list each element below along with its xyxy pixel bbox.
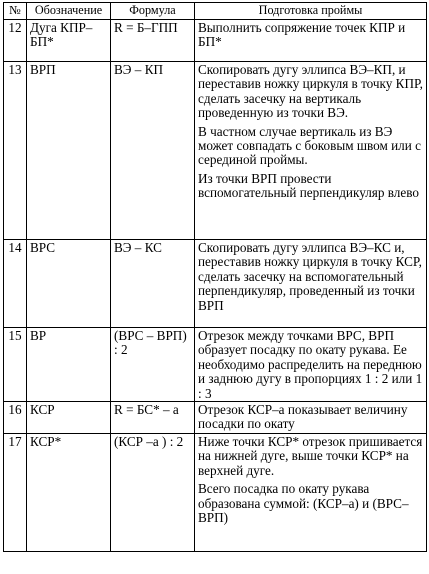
table-row — [4, 434, 427, 552]
row-designation: Дуга КПР–БП* — [27, 20, 111, 62]
row-preparation — [195, 62, 427, 240]
preparation-paragraph: Из точки ВРП провести вспомогательный перпендикуляр влево — [198, 170, 419, 201]
row-formula: (ВРС – ВРП) : 2 — [111, 328, 195, 402]
preparation-paragraph: Скопировать дугу эллипса ВЭ–КП, и переставив ножку циркуля в точку КПР, сделать засечку на вертикаль проведенную из точки ВЭ. — [198, 62, 423, 121]
table-row — [4, 328, 427, 402]
preparation-paragraph: В частном случае вертикаль из ВЭ может совпадать с боковым швом или с серединой проймы. — [198, 123, 421, 168]
row-number: 15 — [4, 328, 27, 402]
table-header-row — [4, 3, 427, 20]
row-formula: R = БС* – а — [111, 402, 195, 434]
header-preparation: Подготовка проймы — [195, 3, 427, 20]
row-formula: ВЭ – КП — [111, 62, 195, 240]
row-number: 17 — [4, 434, 27, 552]
table-row — [4, 20, 427, 62]
row-designation: КСР — [27, 402, 111, 434]
preparation-paragraph: Скопировать дугу эллипса ВЭ–КС и, переставив ножку циркуля в точку КСР, сделать засечку на вспомогательный перпендикуляр, проведенный из точки ВРП — [198, 240, 422, 313]
row-designation: ВРП — [27, 62, 111, 240]
row-formula: ВЭ – КС — [111, 240, 195, 328]
preparation-paragraph: Отрезок КСР–а показывает величину посадки по окату — [198, 402, 408, 432]
row-formula: (КСР –а ) : 2 — [111, 434, 195, 552]
preparation-paragraph: Выполнить сопряжение точек КПР и БП* — [198, 20, 406, 50]
preparation-paragraph: Отрезок между точками ВРС, ВРП образует посадку по окату рукава. Ее необходимо распределить на переднюю и заднюю дугу в пропорциях 1 : 2 или 1 : 3 — [198, 328, 423, 401]
row-designation: ВР — [27, 328, 111, 402]
row-number: 12 — [4, 20, 27, 62]
row-number: 16 — [4, 402, 27, 434]
table-row — [4, 402, 427, 434]
table-row — [4, 240, 427, 328]
row-number: 14 — [4, 240, 27, 328]
row-formula: R = Б–ГПП — [111, 20, 195, 62]
row-designation: ВРС — [27, 240, 111, 328]
row-number: 13 — [4, 62, 27, 240]
row-designation: КСР* — [27, 434, 111, 552]
row-preparation — [195, 402, 427, 434]
table-row — [4, 62, 427, 240]
row-preparation — [195, 434, 427, 552]
header-formula: Формула — [111, 3, 195, 20]
row-preparation — [195, 328, 427, 402]
header-number: № — [4, 3, 27, 20]
row-preparation — [195, 240, 427, 328]
preparation-paragraph: Всего посадка по окату рукава образована суммой: (КСР–а) и (ВРС– ВРП) — [198, 481, 409, 526]
preparation-paragraph: Ниже точки КСР* отрезок пришивается на нижней дуге, выше точки КСР* на верхней дуге. — [198, 434, 423, 478]
row-preparation — [195, 20, 427, 62]
construction-table — [3, 2, 427, 552]
header-designation: Обозначение — [27, 3, 111, 20]
